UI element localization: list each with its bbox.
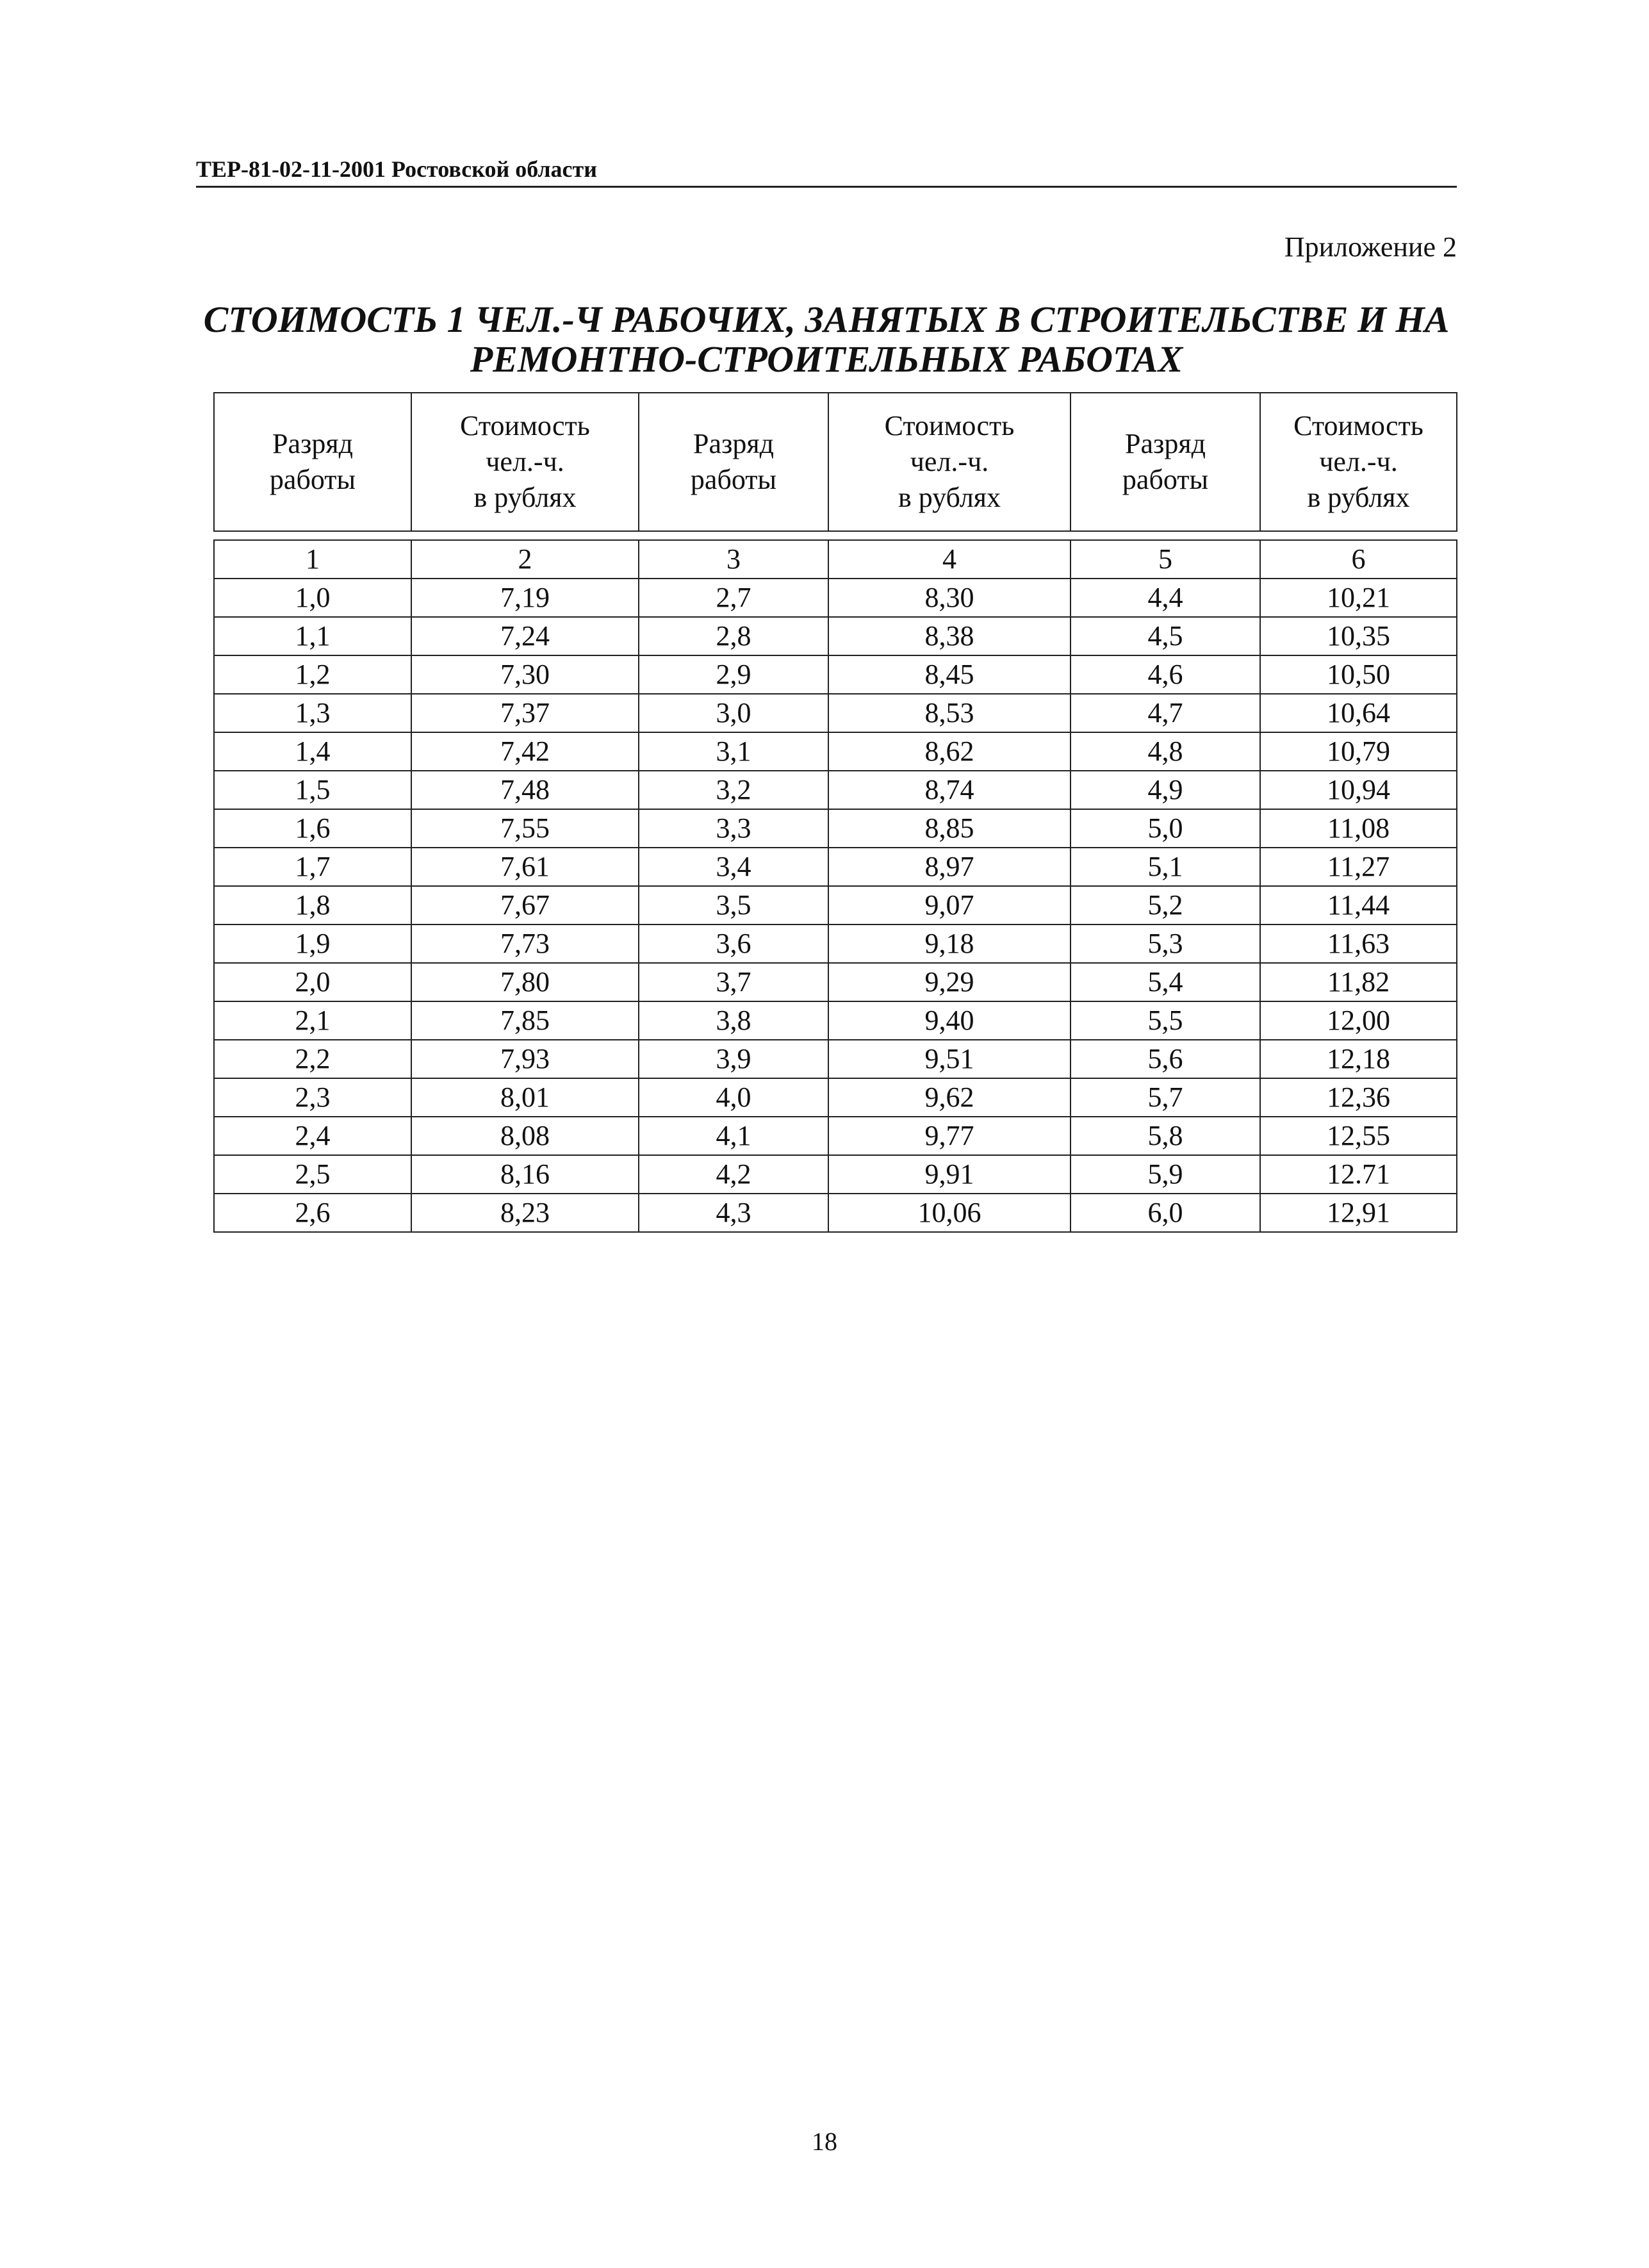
cost-cell: 10,64 bbox=[1260, 694, 1457, 732]
cost-cell: 9,07 bbox=[828, 886, 1071, 924]
grade-cell: 1,6 bbox=[214, 809, 411, 848]
cost-cell: 9,18 bbox=[828, 924, 1071, 963]
grade-cell: 2,3 bbox=[214, 1078, 411, 1117]
grade-cell: 4,0 bbox=[639, 1078, 828, 1117]
table-row bbox=[214, 771, 1457, 809]
column-number-row bbox=[214, 540, 1457, 579]
column-header bbox=[411, 393, 639, 531]
cost-cell: 11,82 bbox=[1260, 963, 1457, 1001]
cost-cell: 12,00 bbox=[1260, 1001, 1457, 1040]
column-header-line: Стоимость bbox=[884, 410, 1015, 441]
column-header-line: чел.-ч. bbox=[486, 446, 564, 477]
column-number-cell: 2 bbox=[411, 540, 639, 579]
cost-cell: 9,29 bbox=[828, 963, 1071, 1001]
running-header: ТЕР-81-02-11-2001 Ростовской области bbox=[196, 152, 1457, 188]
cost-cell: 12.71 bbox=[1260, 1155, 1457, 1194]
cost-cell: 9,62 bbox=[828, 1078, 1071, 1117]
document-title-line-1: СТОИМОСТЬ 1 ЧЕЛ.-Ч РАБОЧИХ, ЗАНЯТЫХ В СТРОИТЕЛЬСТВЕ И НА bbox=[203, 299, 1450, 340]
cost-cell: 8,85 bbox=[828, 809, 1071, 848]
grade-cell: 6,0 bbox=[1071, 1194, 1260, 1232]
grade-cell: 3,5 bbox=[639, 886, 828, 924]
table-row bbox=[214, 1117, 1457, 1155]
column-number-cell: 3 bbox=[639, 540, 828, 579]
page-number: 18 bbox=[812, 2127, 837, 2156]
column-header-line: чел.-ч. bbox=[910, 446, 989, 477]
grade-cell: 5,1 bbox=[1071, 848, 1260, 886]
cost-cell: 7,67 bbox=[411, 886, 639, 924]
table-row bbox=[214, 963, 1457, 1001]
cost-cell: 8,62 bbox=[828, 732, 1071, 771]
grade-cell: 2,7 bbox=[639, 579, 828, 617]
grade-cell: 1,3 bbox=[214, 694, 411, 732]
grade-cell: 5,0 bbox=[1071, 809, 1260, 848]
grade-cell: 5,5 bbox=[1071, 1001, 1260, 1040]
column-header bbox=[1071, 393, 1260, 531]
cost-cell: 10,35 bbox=[1260, 617, 1457, 655]
cost-cell: 8,30 bbox=[828, 579, 1071, 617]
cost-cell: 7,42 bbox=[411, 732, 639, 771]
table-row bbox=[214, 848, 1457, 886]
cost-cell: 8,23 bbox=[411, 1194, 639, 1232]
table-row bbox=[214, 1155, 1457, 1194]
cost-cell: 8,01 bbox=[411, 1078, 639, 1117]
appendix-label: Приложение 2 bbox=[1284, 231, 1457, 263]
table-row bbox=[214, 1001, 1457, 1040]
grade-cell: 5,6 bbox=[1071, 1040, 1260, 1078]
column-header-line: Разряд bbox=[1124, 428, 1206, 459]
cost-cell: 7,93 bbox=[411, 1040, 639, 1078]
column-number-cell: 5 bbox=[1071, 540, 1260, 579]
document-title-line-2: РЕМОНТНО-СТРОИТЕЛЬНЫХ РАБОТАХ bbox=[470, 338, 1183, 380]
grade-cell: 5,9 bbox=[1071, 1155, 1260, 1194]
grade-cell: 4,4 bbox=[1071, 579, 1260, 617]
table-row bbox=[214, 1194, 1457, 1232]
grade-cell: 3,3 bbox=[639, 809, 828, 848]
grade-cell: 5,2 bbox=[1071, 886, 1260, 924]
grade-cell: 1,9 bbox=[214, 924, 411, 963]
grade-cell: 5,3 bbox=[1071, 924, 1260, 963]
grade-cell: 4,1 bbox=[639, 1117, 828, 1155]
column-header-line: чел.-ч. bbox=[1319, 446, 1398, 477]
grade-cell: 1,5 bbox=[214, 771, 411, 809]
column-header bbox=[1260, 393, 1457, 531]
column-header-line: работы bbox=[269, 464, 356, 495]
column-header-line: в рублях bbox=[1307, 482, 1410, 513]
grade-cell: 3,1 bbox=[639, 732, 828, 771]
grade-cell: 5,8 bbox=[1071, 1117, 1260, 1155]
grade-cell: 3,0 bbox=[639, 694, 828, 732]
table-spacer-row bbox=[214, 531, 1457, 540]
table-row bbox=[214, 579, 1457, 617]
cost-cell: 12,91 bbox=[1260, 1194, 1457, 1232]
cost-cell: 11,27 bbox=[1260, 848, 1457, 886]
grade-cell: 2,2 bbox=[214, 1040, 411, 1078]
table-row bbox=[214, 694, 1457, 732]
cost-cell: 8,97 bbox=[828, 848, 1071, 886]
grade-cell: 2,1 bbox=[214, 1001, 411, 1040]
table-header-row bbox=[214, 393, 1457, 531]
cost-cell: 10,50 bbox=[1260, 655, 1457, 694]
grade-cell: 2,9 bbox=[639, 655, 828, 694]
grade-cell: 2,8 bbox=[639, 617, 828, 655]
table-row bbox=[214, 1078, 1457, 1117]
grade-cell: 2,0 bbox=[214, 963, 411, 1001]
table-row bbox=[214, 617, 1457, 655]
cost-cell: 8,08 bbox=[411, 1117, 639, 1155]
cost-cell: 7,48 bbox=[411, 771, 639, 809]
column-header-line: Разряд bbox=[693, 428, 774, 459]
cost-cell: 9,51 bbox=[828, 1040, 1071, 1078]
column-header bbox=[639, 393, 828, 531]
cost-cell: 7,55 bbox=[411, 809, 639, 848]
column-header-line: работы bbox=[1122, 464, 1209, 495]
column-header bbox=[828, 393, 1071, 531]
grade-cell: 1,0 bbox=[214, 579, 411, 617]
cost-cell: 7,73 bbox=[411, 924, 639, 963]
grade-cell: 2,4 bbox=[214, 1117, 411, 1155]
cost-cell: 7,24 bbox=[411, 617, 639, 655]
column-header-line: Стоимость bbox=[460, 410, 590, 441]
grade-cell: 4,5 bbox=[1071, 617, 1260, 655]
cost-cell: 7,85 bbox=[411, 1001, 639, 1040]
grade-cell: 1,2 bbox=[214, 655, 411, 694]
grade-cell: 1,4 bbox=[214, 732, 411, 771]
cost-cell: 10,06 bbox=[828, 1194, 1071, 1232]
cost-cell: 8,16 bbox=[411, 1155, 639, 1194]
cost-cell: 9,40 bbox=[828, 1001, 1071, 1040]
cost-cell: 10,21 bbox=[1260, 579, 1457, 617]
cost-cell: 7,30 bbox=[411, 655, 639, 694]
cost-cell: 11,63 bbox=[1260, 924, 1457, 963]
cost-cell: 7,19 bbox=[411, 579, 639, 617]
cost-cell: 12,55 bbox=[1260, 1117, 1457, 1155]
table-row bbox=[214, 732, 1457, 771]
column-header bbox=[214, 393, 411, 531]
grade-cell: 4,3 bbox=[639, 1194, 828, 1232]
grade-cell: 2,6 bbox=[214, 1194, 411, 1232]
cost-cell: 8,38 bbox=[828, 617, 1071, 655]
grade-cell: 4,7 bbox=[1071, 694, 1260, 732]
table-row bbox=[214, 886, 1457, 924]
grade-cell: 3,6 bbox=[639, 924, 828, 963]
grade-cell: 1,1 bbox=[214, 617, 411, 655]
cost-cell: 11,08 bbox=[1260, 809, 1457, 848]
cost-cell: 8,74 bbox=[828, 771, 1071, 809]
grade-cell: 3,7 bbox=[639, 963, 828, 1001]
cost-cell: 7,80 bbox=[411, 963, 639, 1001]
cost-cell: 7,37 bbox=[411, 694, 639, 732]
cost-cell: 12,18 bbox=[1260, 1040, 1457, 1078]
cost-cell: 8,53 bbox=[828, 694, 1071, 732]
rates-table-container bbox=[213, 392, 1456, 1233]
labor-cost-table bbox=[213, 392, 1457, 1233]
grade-cell: 3,9 bbox=[639, 1040, 828, 1078]
cost-cell: 8,45 bbox=[828, 655, 1071, 694]
table-row bbox=[214, 809, 1457, 848]
table-body bbox=[214, 531, 1457, 1232]
grade-cell: 1,7 bbox=[214, 848, 411, 886]
cost-cell: 11,44 bbox=[1260, 886, 1457, 924]
grade-cell: 3,2 bbox=[639, 771, 828, 809]
table-row bbox=[214, 924, 1457, 963]
cost-cell: 9,91 bbox=[828, 1155, 1071, 1194]
grade-cell: 4,2 bbox=[639, 1155, 828, 1194]
cost-cell: 10,79 bbox=[1260, 732, 1457, 771]
grade-cell: 4,9 bbox=[1071, 771, 1260, 809]
column-number-cell: 1 bbox=[214, 540, 411, 579]
column-header-line: работы bbox=[690, 464, 777, 495]
cost-cell: 9,77 bbox=[828, 1117, 1071, 1155]
column-number-cell: 4 bbox=[828, 540, 1071, 579]
cost-cell: 10,94 bbox=[1260, 771, 1457, 809]
grade-cell: 5,4 bbox=[1071, 963, 1260, 1001]
table-row bbox=[214, 655, 1457, 694]
grade-cell: 4,8 bbox=[1071, 732, 1260, 771]
cost-cell: 7,61 bbox=[411, 848, 639, 886]
grade-cell: 3,8 bbox=[639, 1001, 828, 1040]
grade-cell: 2,5 bbox=[214, 1155, 411, 1194]
grade-cell: 3,4 bbox=[639, 848, 828, 886]
column-header-line: Разряд bbox=[272, 428, 353, 459]
column-number-cell: 6 bbox=[1260, 540, 1457, 579]
table-row bbox=[214, 1040, 1457, 1078]
column-header-line: Стоимость bbox=[1293, 410, 1423, 441]
document-title bbox=[196, 300, 1457, 379]
grade-cell: 1,8 bbox=[214, 886, 411, 924]
grade-cell: 4,6 bbox=[1071, 655, 1260, 694]
cost-cell: 12,36 bbox=[1260, 1078, 1457, 1117]
column-header-line: в рублях bbox=[898, 482, 1001, 513]
column-header-line: в рублях bbox=[473, 482, 577, 513]
grade-cell: 5,7 bbox=[1071, 1078, 1260, 1117]
